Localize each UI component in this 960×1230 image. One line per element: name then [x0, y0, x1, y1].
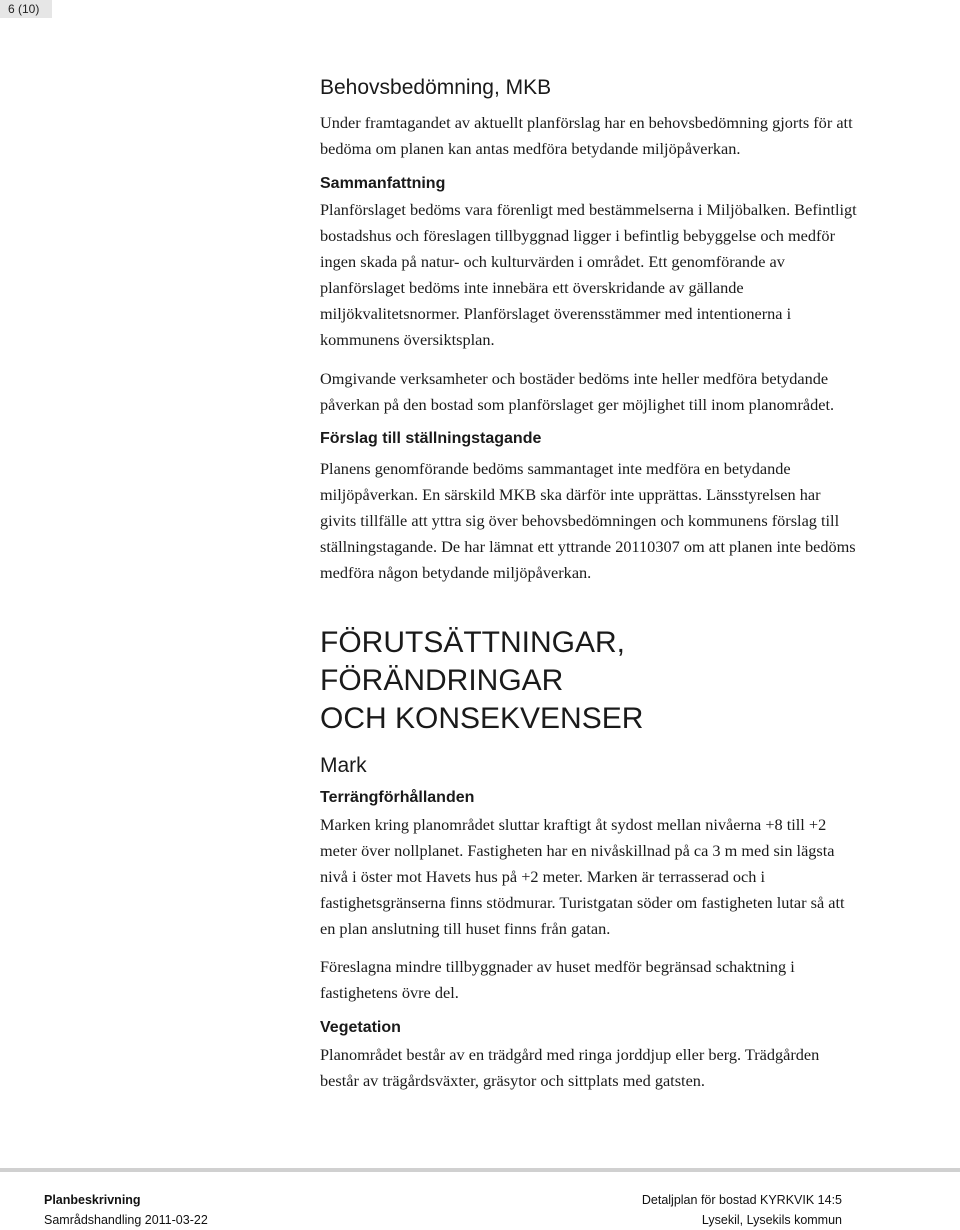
paragraph-behov-intro: Under framtagandet av aktuellt planförslag har en behovsbedömning gjorts för att bedöma om planen kan antas medföra betydande miljöpåverkan. — [320, 113, 853, 158]
footer-date: Samrådshandling 2011-03-22 — [44, 1213, 208, 1227]
main-title-line2: OCH KONSEKVENSER — [320, 702, 644, 735]
heading-vegetation: Vegetation — [320, 1019, 401, 1036]
paragraph-terrang-2: Föreslagna mindre tillbyggnader av huset medför begränsad schaktning i fastighetens övre del. — [320, 957, 795, 1002]
page-number: 6 (10) — [0, 0, 52, 18]
paragraph-sammanfattning-1: Planförslaget bedöms vara förenligt med bestämmelserna i Miljöbalken. Befintligt bostadshus och föreslagen tillbyggnad ligger i befintlig bebyggelse och medför ingen skada på natur- och kulturvärden i området. Ett genomförande av planförslaget bedöms inte innebära ett överskridande av gällande miljökvalitetsnormer. Planförslaget överensstämmer med intentionerna i kommunens översiktsplan. — [320, 200, 857, 349]
paragraph-terrang-1: Marken kring planområdet sluttar kraftigt åt sydost mellan nivåerna +8 till +2 meter över nollplanet. Fastigheten har en nivåskillnad på ca 3 m med sin lägsta nivå i öster mot Havets hus på +2 meter. Marken är terrasserad och i fastighetsgränserna finns stödmurar. Turistgatan söder om fastigheten lutar så att en plan anslutning till huset finns från gatan. — [320, 815, 845, 938]
heading-sammanfattning: Sammanfattning — [320, 175, 446, 192]
paragraph-forslag: Planens genomförande bedöms sammantaget inte medföra en betydande miljöpåverkan. En särskild MKB ska därför inte upprättas. Länsstyrelsen har givits tillfälle att yttra sig över behovsbedömningen och kommunens förslag till ställningstagande. De har lämnat ett yttrande 20110307 om att planen inte bedöms medföra någon betydande miljöpåverkan. — [320, 459, 856, 582]
footer-document-type: Planbeskrivning — [44, 1193, 141, 1207]
paragraph-sammanfattning-2: Omgivande verksamheter och bostäder bedöms inte heller medföra betydande påverkan på den bostad som planförslaget ger möjlighet till inom planområdet. — [320, 369, 835, 414]
heading-terrang: Terrängförhållanden — [320, 789, 475, 806]
heading-behovsbedomning: Behovsbedömning, MKB — [320, 76, 552, 99]
footer-divider — [0, 1168, 960, 1172]
footer-plan-title: Detaljplan för bostad KYRKVIK 14:5 — [641, 1193, 842, 1207]
footer-left — [44, 1190, 208, 1230]
heading-mark: Mark — [320, 754, 367, 777]
heading-forslag: Förslag till ställningstagande — [320, 430, 542, 447]
paragraph-vegetation: Planområdet består av en trädgård med ringa jorddjup eller berg. Trädgården består av trägårdsväxter, gräsytor och sittplats med gatsten. — [320, 1045, 820, 1090]
footer-municipality: Lysekil, Lysekils kommun — [701, 1213, 842, 1227]
main-title-line1: FÖRUTSÄTTNINGAR, FÖRÄNDRINGAR — [320, 626, 625, 697]
document-body — [320, 74, 860, 1094]
